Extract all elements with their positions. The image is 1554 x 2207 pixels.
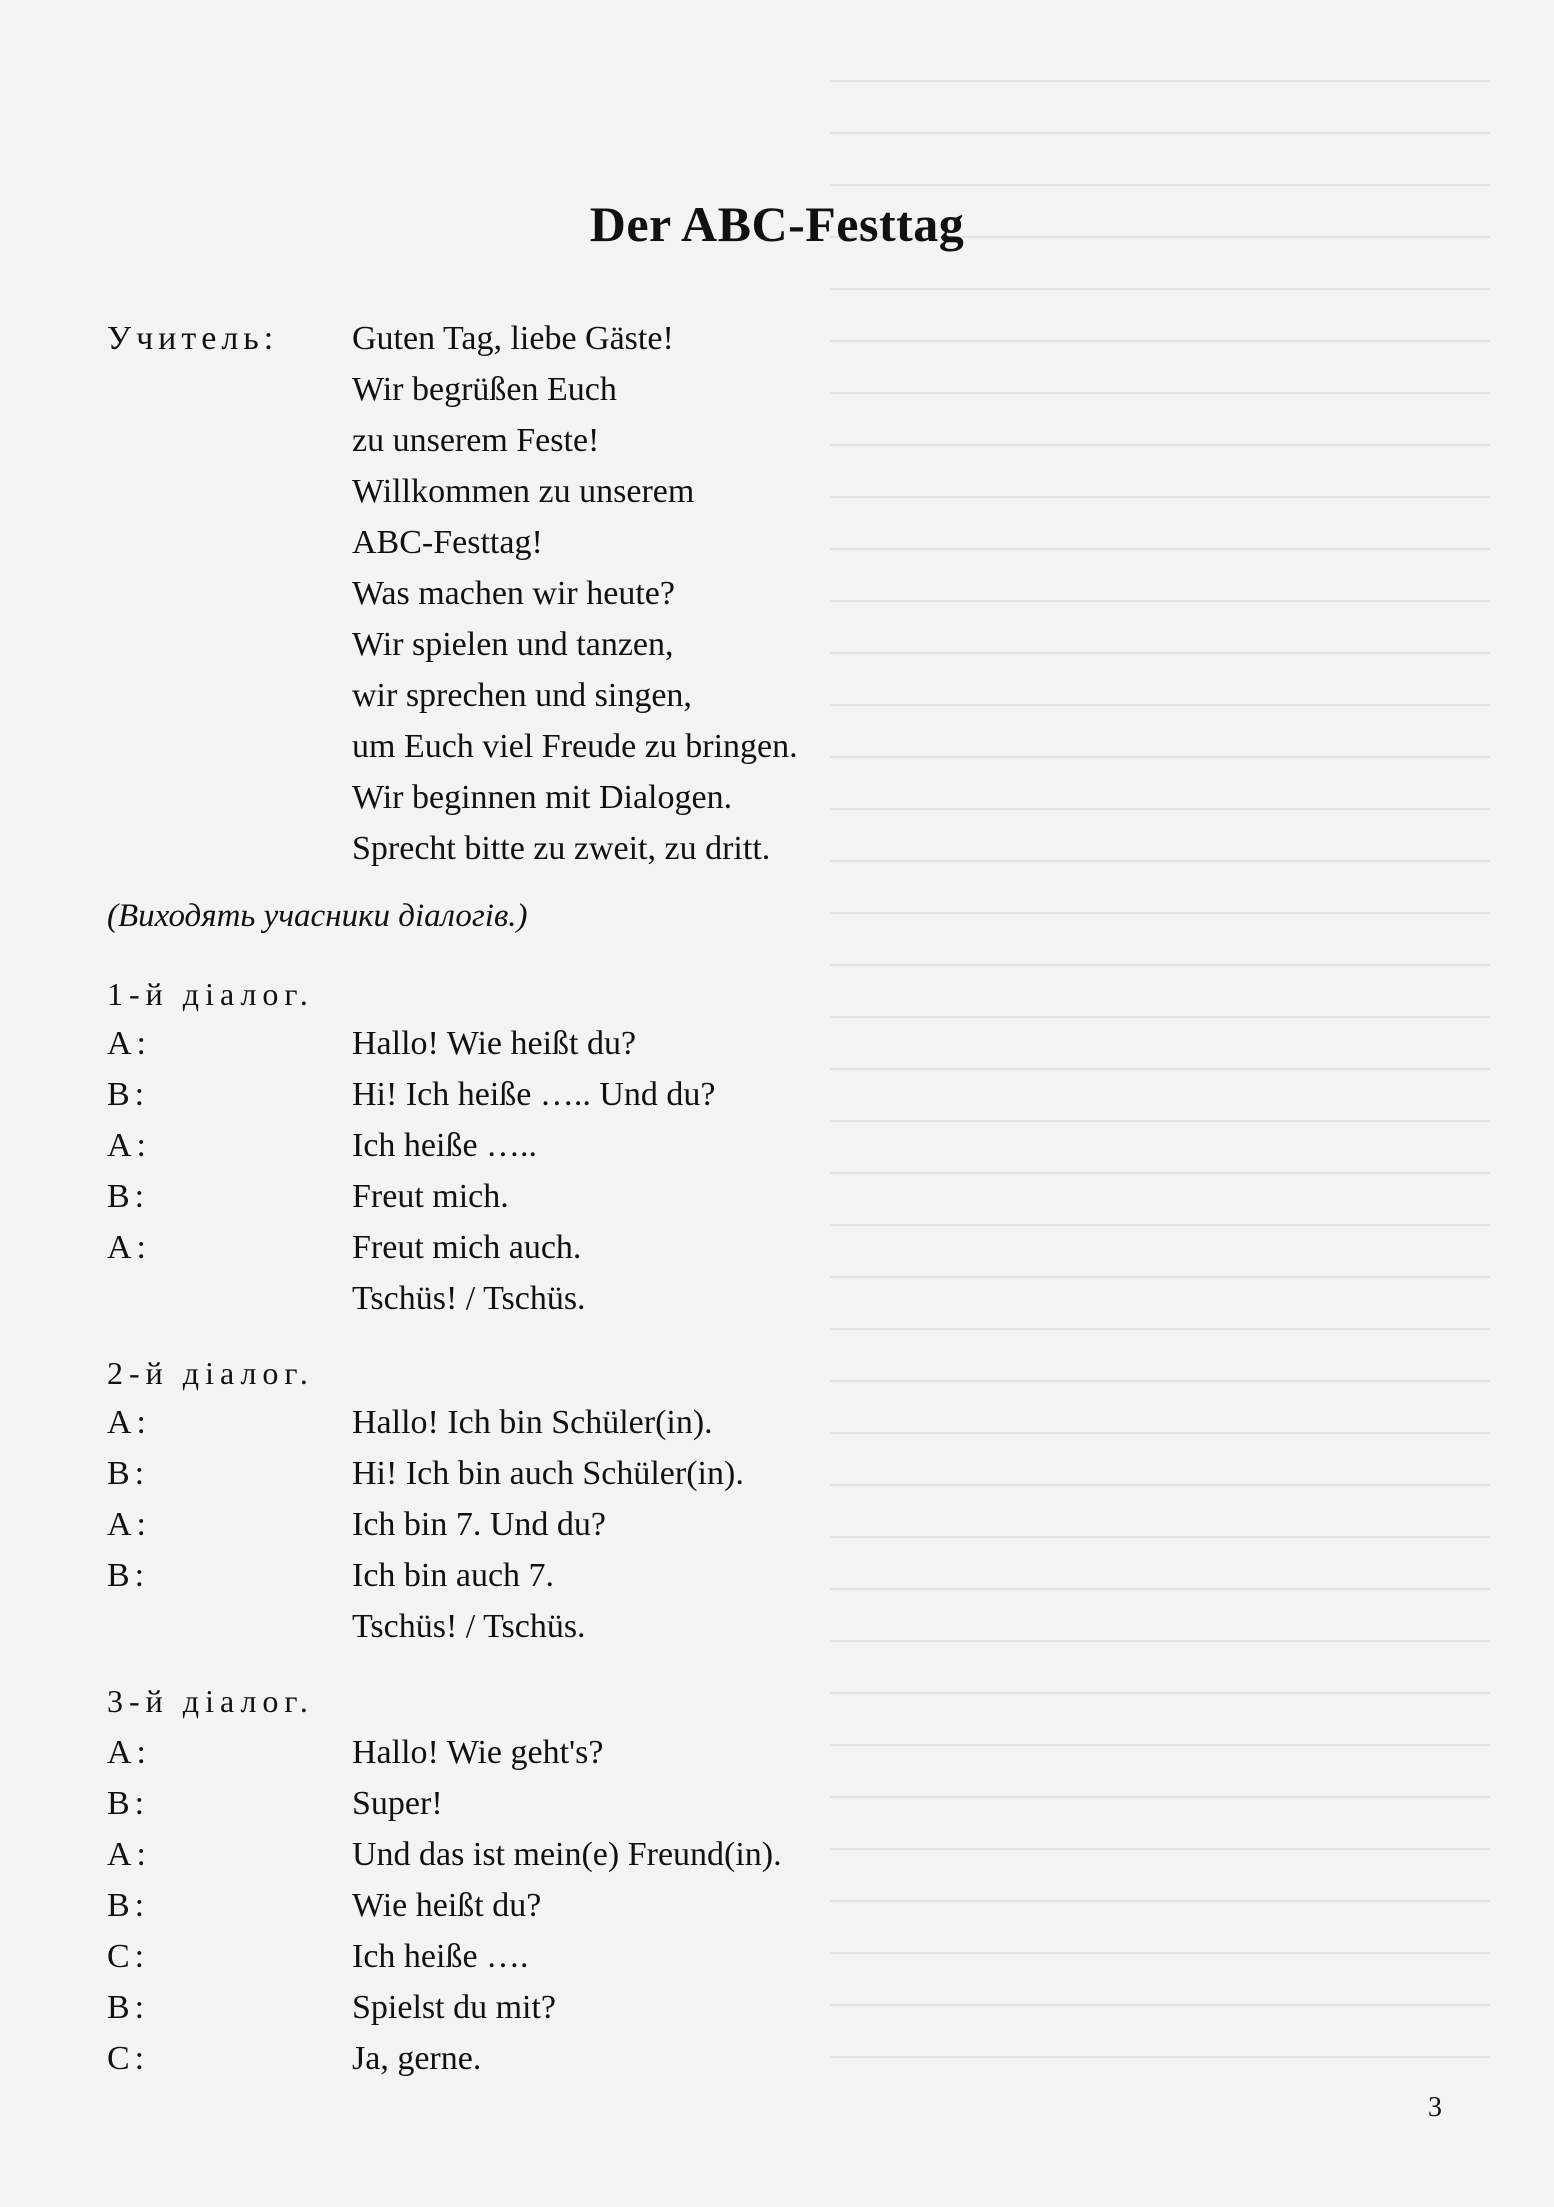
teacher-text: wir sprechen und singen,: [352, 677, 692, 714]
line-speaker: A:: [107, 1025, 151, 1062]
dialog-line: [0, 1076, 1554, 1126]
teacher-text: Guten Tag, liebe Gäste!: [352, 320, 674, 357]
line-text: Ich bin 7. Und du?: [352, 1506, 607, 1543]
line-speaker: C:: [107, 1938, 150, 1975]
teacher-text: Sprecht bitte zu zweit, zu dritt.: [352, 830, 771, 867]
teacher-line: [0, 626, 1554, 676]
teacher-line: [0, 830, 1554, 880]
stage-direction: (Виходять учасники діалогів.): [107, 898, 528, 934]
line-speaker: B:: [107, 1785, 150, 1822]
teacher-line: [0, 728, 1554, 778]
line-speaker: A:: [107, 1404, 151, 1441]
teacher-text: Willkommen zu unserem: [352, 473, 695, 510]
dialog-line: [0, 1280, 1554, 1330]
teacher-text: ABC-Festtag!: [352, 524, 543, 561]
line-text: Ja, gerne.: [352, 2040, 482, 2077]
teacher-text: Wir begrüßen Euch: [352, 371, 617, 408]
line-text: Ich bin auch 7.: [352, 1557, 555, 1594]
dialog-heading: [0, 1355, 1554, 1405]
teacher-line: [0, 473, 1554, 523]
line-speaker: C:: [107, 2040, 150, 2077]
teacher-text: Wir beginnen mit Dialogen.: [352, 779, 733, 816]
line-text: Tschüs! / Tschüs.: [352, 1608, 586, 1645]
dialog-line: [0, 1836, 1554, 1886]
line-text: Und das ist mein(e) Freund(in).: [352, 1836, 782, 1873]
teacher-line: [0, 320, 1554, 370]
dialog-2-heading: 2-й діалог.: [107, 1355, 314, 1391]
line-speaker: B:: [107, 1989, 150, 2026]
teacher-text: zu unserem Feste!: [352, 422, 600, 459]
line-text: Freut mich.: [352, 1178, 509, 1215]
dialog-line: [0, 1455, 1554, 1505]
line-text: Ich heiße ….: [352, 1938, 529, 1975]
line-speaker: A:: [107, 1506, 151, 1543]
teacher-line: [0, 779, 1554, 829]
line-text: Hallo! Wie geht's?: [352, 1734, 604, 1771]
dialog-line: [0, 1404, 1554, 1454]
dialog-line: [0, 1557, 1554, 1607]
teacher-text: Wir spielen und tanzen,: [352, 626, 674, 663]
teacher-text: Was machen wir heute?: [352, 575, 675, 612]
line-speaker: B:: [107, 1557, 150, 1594]
teacher-speaker: Учитель:: [107, 320, 279, 357]
teacher-line: [0, 371, 1554, 421]
page-title: Der ABC-Festtag: [589, 196, 965, 252]
line-speaker: A:: [107, 1836, 151, 1873]
line-speaker: A:: [107, 1734, 151, 1771]
dialog-1-heading: 1-й діалог.: [107, 976, 314, 1012]
line-speaker: B:: [107, 1076, 150, 1113]
dialog-line: [0, 1989, 1554, 2039]
dialog-line: [0, 1506, 1554, 1556]
line-text: Spielst du mit?: [352, 1989, 556, 2026]
dialog-line: [0, 1785, 1554, 1835]
line-text: Hallo! Wie heißt du?: [352, 1025, 637, 1062]
line-text: Tschüs! / Tschüs.: [352, 1280, 586, 1317]
line-speaker: A:: [107, 1127, 151, 1164]
line-text: Hi! Ich bin auch Schüler(in).: [352, 1455, 744, 1492]
dialog-line: [0, 1127, 1554, 1177]
line-text: Freut mich auch.: [352, 1229, 582, 1266]
line-text: Ich heiße …..: [352, 1127, 538, 1164]
line-speaker: B:: [107, 1887, 150, 1924]
dialog-line: [0, 1887, 1554, 1937]
line-text: Hallo! Ich bin Schüler(in).: [352, 1404, 713, 1441]
dialog-heading: [0, 1683, 1554, 1733]
teacher-line: [0, 575, 1554, 625]
page-number: 3: [1428, 2092, 1442, 2123]
dialog-line: [0, 1734, 1554, 1784]
dialog-line: [0, 1178, 1554, 1228]
dialog-heading: [0, 976, 1554, 1026]
teacher-line: [0, 524, 1554, 574]
dialog-line: [0, 1229, 1554, 1279]
line-text: Super!: [352, 1785, 443, 1822]
teacher-line: [0, 677, 1554, 727]
line-speaker: B:: [107, 1178, 150, 1215]
teacher-line: [0, 422, 1554, 472]
dialog-line: [0, 1938, 1554, 1988]
teacher-text: um Euch viel Freude zu bringen.: [352, 728, 798, 765]
dialog-3-heading: 3-й діалог.: [107, 1683, 314, 1719]
dialog-line: [0, 2040, 1554, 2090]
line-speaker: A:: [107, 1229, 151, 1266]
dialog-line: [0, 1025, 1554, 1075]
line-text: Hi! Ich heiße ….. Und du?: [352, 1076, 716, 1113]
line-speaker: B:: [107, 1455, 150, 1492]
dialog-line: [0, 1608, 1554, 1658]
line-text: Wie heißt du?: [352, 1887, 542, 1924]
